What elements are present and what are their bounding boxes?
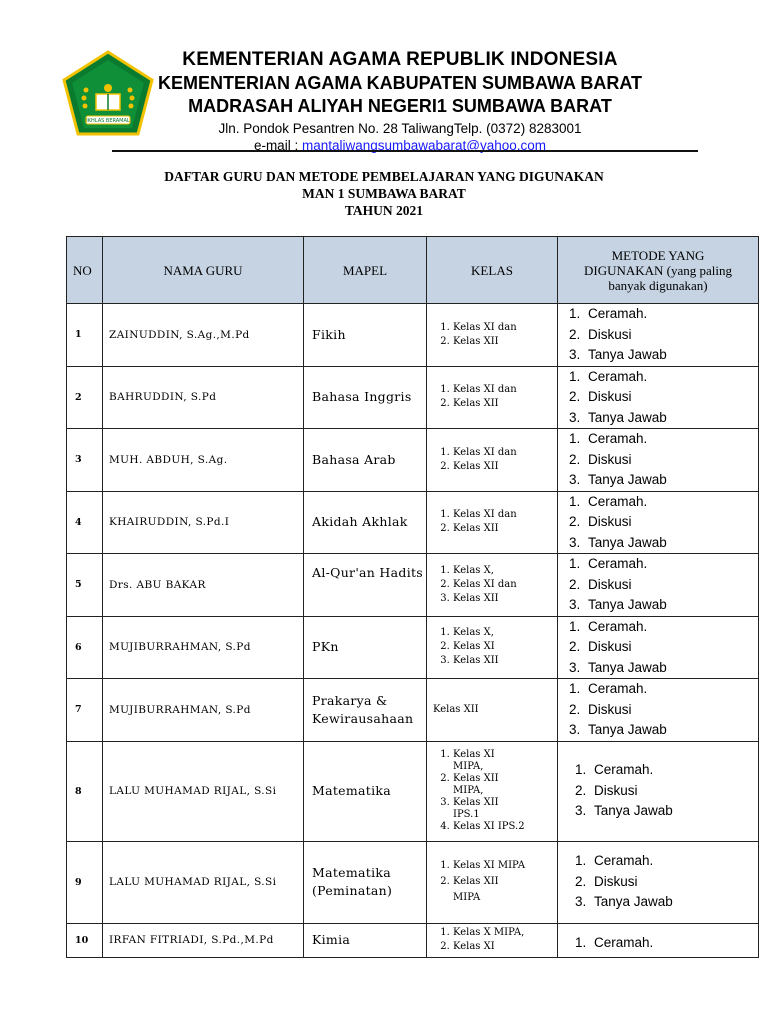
class-item: 2. Kelas XI dan <box>453 578 557 592</box>
header-nama-guru: NAMA GURU <box>103 237 304 304</box>
row-no: 8 <box>67 741 103 841</box>
method-item: 3. Tanya Jawab <box>584 658 758 679</box>
school-name: MADRASAH ALIYAH NEGERI1 SUMBAWA BARAT <box>188 96 612 116</box>
class-item: 1. Kelas X, <box>453 564 557 578</box>
class-item: 1. Kelas XI MIPA, <box>453 749 513 773</box>
row-no: 7 <box>67 679 103 742</box>
row-no: 9 <box>67 841 103 923</box>
method-item: 2. Diskusi <box>584 325 758 346</box>
class-list-cell <box>427 366 558 429</box>
method-item: 1. Ceramah. <box>584 429 758 450</box>
header-mapel: MAPEL <box>304 237 427 304</box>
method-item: 2. Diskusi <box>584 700 758 721</box>
teacher-name: BAHRUDDIN, S.Pd <box>103 366 304 429</box>
method-item: 1. Ceramah. <box>584 617 758 638</box>
method-item: 1. Ceramah. <box>584 367 758 388</box>
method-item: 2. Diskusi <box>584 637 758 658</box>
method-list-cell <box>558 616 759 679</box>
method-list-cell <box>558 923 759 957</box>
subject: Al-Qur'an Hadits <box>304 554 427 617</box>
method-item: 1. Ceramah. <box>590 933 758 954</box>
class-item: 1. Kelas X MIPA, <box>453 926 557 940</box>
class-list-cell <box>427 429 558 492</box>
table-row <box>67 554 759 617</box>
kemenag-logo-icon <box>60 50 156 138</box>
row-no: 6 <box>67 616 103 679</box>
row-no: 2 <box>67 366 103 429</box>
school-address: Jln. Pondok Pesantren No. 28 TaliwangTelp. (0372) 8283001 <box>218 121 582 136</box>
header-metode: METODE YANG DIGUNAKAN (yang paling banyak digunakan) <box>558 237 759 304</box>
class-item: 1. Kelas XI MIPA <box>453 858 557 874</box>
table-row <box>67 741 759 841</box>
header-kelas: KELAS <box>427 237 558 304</box>
teacher-name: KHAIRUDDIN, S.Pd.I <box>103 491 304 554</box>
teacher-name: LALU MUHAMAD RIJAL, S.Si <box>103 741 304 841</box>
class-item: 3. Kelas XII IPS.1 <box>453 797 513 821</box>
method-list-cell <box>558 554 759 617</box>
row-no: 4 <box>67 491 103 554</box>
letterhead-divider <box>112 150 698 152</box>
class-list-cell <box>427 304 558 367</box>
class-item: 2. Kelas XI <box>453 940 557 954</box>
method-item: 3. Tanya Jawab <box>584 408 758 429</box>
method-item: 3. Tanya Jawab <box>584 595 758 616</box>
subject: Fikih <box>304 304 427 367</box>
class-item: 3. Kelas XII <box>453 592 557 606</box>
row-no: 3 <box>67 429 103 492</box>
class-list-cell <box>427 616 558 679</box>
method-item: 2. Diskusi <box>590 781 758 802</box>
table-row <box>67 923 759 957</box>
method-item: 1. Ceramah. <box>590 760 758 781</box>
letterhead <box>0 0 768 160</box>
class-item: 1. Kelas XI dan <box>453 321 557 335</box>
method-item: 2. Diskusi <box>584 575 758 596</box>
row-no: 10 <box>67 923 103 957</box>
teacher-name: Drs. ABU BAKAR <box>103 554 304 617</box>
class-list-cell <box>427 923 558 957</box>
method-item: 1. Ceramah. <box>584 304 758 325</box>
method-list-cell <box>558 491 759 554</box>
subject: Prakarya & Kewirausahaan <box>304 679 427 742</box>
teacher-name: ZAINUDDIN, S.Ag.,M.Pd <box>103 304 304 367</box>
class-list-cell <box>427 841 558 923</box>
subject: Matematika (Peminatan) <box>304 841 427 923</box>
title-line-1: DAFTAR GURU DAN METODE PEMBELAJARAN YANG DIGUNAKAN <box>164 169 604 184</box>
subject: Bahasa Arab <box>304 429 427 492</box>
teacher-name: MUJIBURRAHMAN, S.Pd <box>103 616 304 679</box>
table-row <box>67 679 759 742</box>
regional-office-title: KEMENTERIAN AGAMA KABUPATEN SUMBAWA BARAT <box>158 73 642 93</box>
table-row <box>67 429 759 492</box>
teacher-name: MUJIBURRAHMAN, S.Pd <box>103 679 304 742</box>
table-row <box>67 304 759 367</box>
class-item: 2. Kelas XI <box>453 640 557 654</box>
method-item: 1. Ceramah. <box>584 554 758 575</box>
method-item: 2. Diskusi <box>584 387 758 408</box>
class-item: 2. Kelas XII <box>453 335 557 349</box>
class-item: 2. Kelas XII MIPA <box>453 874 513 906</box>
title-line-2: MAN 1 SUMBAWA BARAT <box>302 186 466 201</box>
title-line-3: TAHUN 2021 <box>344 203 424 218</box>
table-row <box>67 491 759 554</box>
table-row <box>67 616 759 679</box>
method-item: 3. Tanya Jawab <box>584 470 758 491</box>
class-item: 3. Kelas XII <box>453 654 557 668</box>
class-item: 1. Kelas XI dan <box>453 383 557 397</box>
class-item: 4. Kelas XI IPS.2 <box>453 821 557 833</box>
header-no: NO <box>67 237 103 304</box>
method-item: 3. Tanya Jawab <box>584 345 758 366</box>
method-item: 3. Tanya Jawab <box>584 720 758 741</box>
class-item: 1. Kelas XI dan <box>453 446 557 460</box>
teacher-name: LALU MUHAMAD RIJAL, S.Si <box>103 841 304 923</box>
subject: Matematika <box>304 741 427 841</box>
method-item: 3. Tanya Jawab <box>584 533 758 554</box>
class-item: 1. Kelas XI dan <box>453 508 557 522</box>
method-item: 1. Ceramah. <box>590 851 758 872</box>
method-list-cell <box>558 679 759 742</box>
class-item: 1. Kelas X, <box>453 626 557 640</box>
class-item: 2. Kelas XII <box>453 397 557 411</box>
method-item: 2. Diskusi <box>584 512 758 533</box>
email-label: e-mail : <box>253 138 302 153</box>
class-item: 2. Kelas XII <box>453 522 557 536</box>
class-list-cell <box>427 554 558 617</box>
method-item: 1. Ceramah. <box>584 492 758 513</box>
subject: Kimia <box>304 923 427 957</box>
subject: PKn <box>304 616 427 679</box>
teacher-name: MUH. ABDUH, S.Ag. <box>103 429 304 492</box>
method-list-cell <box>558 429 759 492</box>
method-item: 3. Tanya Jawab <box>590 892 758 913</box>
row-no: 5 <box>67 554 103 617</box>
logo-motto: IKHLAS BERAMAL <box>86 118 130 124</box>
method-list-cell <box>558 366 759 429</box>
method-item: 1. Ceramah. <box>584 679 758 700</box>
class-list-cell <box>427 741 558 841</box>
ministry-title: KEMENTERIAN AGAMA REPUBLIK INDONESIA <box>182 49 618 70</box>
class-item: 2. Kelas XII MIPA, <box>453 773 513 797</box>
class-list-cell <box>427 491 558 554</box>
class-item: 2. Kelas XII <box>453 460 557 474</box>
teacher-method-table <box>66 236 759 958</box>
teacher-name: IRFAN FITRIADI, S.Pd.,M.Pd <box>103 923 304 957</box>
method-list-cell <box>558 741 759 841</box>
method-item: 2. Diskusi <box>590 872 758 893</box>
method-item: 2. Diskusi <box>584 450 758 471</box>
class-text: Kelas XII <box>427 679 558 742</box>
subject: Bahasa Inggris <box>304 366 427 429</box>
table-row <box>67 366 759 429</box>
email-link[interactable]: mantaliwangsumbawabarat@yahoo.com <box>301 138 547 153</box>
row-no: 1 <box>67 304 103 367</box>
method-item: 3. Tanya Jawab <box>590 801 758 822</box>
method-list-cell <box>558 304 759 367</box>
subject: Akidah Akhlak <box>304 491 427 554</box>
method-list-cell <box>558 841 759 923</box>
document-title <box>0 168 768 219</box>
table-header-row <box>67 237 759 304</box>
table-row <box>67 841 759 923</box>
